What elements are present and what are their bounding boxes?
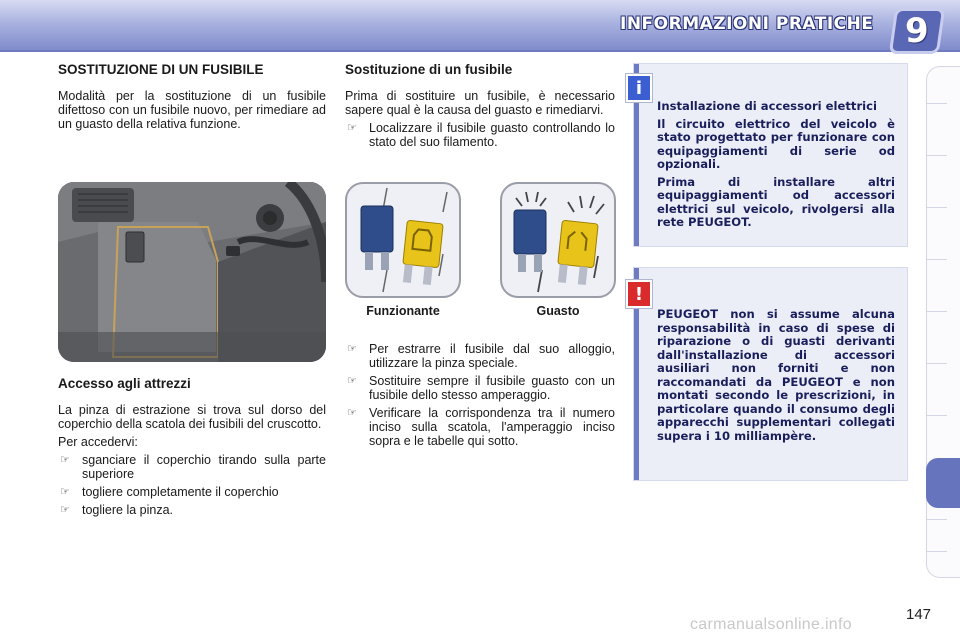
info-heading: Installazione di accessori elettrici [657,99,878,113]
info-icon: i [626,74,652,102]
warning-box [634,268,907,480]
left-column [58,62,326,131]
fusebox-photo [58,182,326,362]
section-title: INFORMAZIONI PRATICHE [620,14,874,34]
tab-divider [927,155,947,156]
pointing-hand-icon: ☞ [60,454,70,466]
tab-divider [927,363,947,364]
tab-divider [927,259,947,260]
tab-divider [927,207,947,208]
fuse-broken-icon [502,184,614,296]
pointing-hand-icon: ☞ [60,504,70,516]
list-item: ☞ Verificare la corrispondenza tra il numero inciso sulla scatola, l'amperaggio inciso sopra e le tabelle qui sotto. [347,406,615,448]
watermark: carmanualsonline.info [690,616,852,633]
dashboard-illustration [58,182,326,362]
fuse-ok-illustration [345,182,461,298]
fuse-ok-icon [347,184,459,296]
access-text: La pinza di estrazione si trova sul dorso del coperchio della scatola dei fusibili del cruscotto. [58,403,326,431]
tab-divider [927,415,947,416]
pointing-hand-icon: ☞ [60,486,70,498]
list-item: ☞ Per estrarre il fusibile dal suo alloggio, utilizzare la pinza speciale. [347,342,615,370]
warning-icon: ! [626,280,652,308]
fuse-bad-illustration [500,182,616,298]
middle-title: Sostituzione di un fusibile [345,62,513,77]
middle-column [345,62,615,149]
access-section [58,376,326,517]
middle-intro: Prima di sostituire un fusibile, è necessario sapere qual è la causa del guasto e rimediarvi. [345,89,615,117]
list-item: ☞ Sostituire sempre il fusibile guasto con un fusibile dello stesso amperaggio. [347,374,615,402]
list-item: ☞ togliere la pinza. [60,503,174,517]
pointing-hand-icon: ☞ [347,122,357,134]
pointing-hand-icon: ☞ [347,375,357,387]
info-box [634,64,907,246]
left-title: SOSTITUZIONE DI UN FUSIBILE [58,62,264,77]
info-paragraph: Prima di installare altri equipaggiamenti od accessori elettrici sul veicolo, rivolgersi alla rete PEUGEOT. [657,174,895,229]
list-item: ☞ sganciare il coperchio tirando sulla parte superiore [60,453,326,481]
tab-divider [927,311,947,312]
chapter-badge [889,8,945,54]
left-intro: Modalità per la sostituzione di un fusibile difettoso con un fusibile nuovo, per rimediare ad un guasto della relativa funzione. [58,89,326,131]
list-item: ☞ Localizzare il fusibile guasto controllando lo stato del suo filamento. [347,121,615,149]
tab-active-chapter[interactable] [926,458,960,508]
pointing-hand-icon: ☞ [347,407,357,419]
pointing-hand-icon: ☞ [347,343,357,355]
tab-divider [927,103,947,104]
fuse-bad-label: Guasto [536,304,580,318]
access-title: Accesso agli attrezzi [58,376,191,391]
list-item: ☞ togliere completamente il coperchio [60,485,279,499]
page-number: 147 [906,606,932,623]
chapter-number: 9 [905,11,929,51]
tab-divider [927,519,947,520]
info-paragraph: Il circuito elettrico del veicolo è stato progettato per funzionare con equipaggiamenti di serie od opzionali. [657,116,895,171]
header-divider [0,50,960,52]
replacement-steps [345,338,615,448]
access-subtitle: Per accedervi: [58,435,138,449]
warning-text: PEUGEOT non si assume alcuna responsabilità in caso di spese di riparazione o di guasti derivanti dall'installazione di accessori ausiliari non forniti e non raccomandati da PEUGEOT e non montati secondo le prescrizioni, in particolare quando il consumo degli apparecchi supplementari collegati supera i 10 milliampère. [657,307,895,443]
tab-divider [927,551,947,552]
fuse-ok-label: Funzionante [366,304,440,318]
